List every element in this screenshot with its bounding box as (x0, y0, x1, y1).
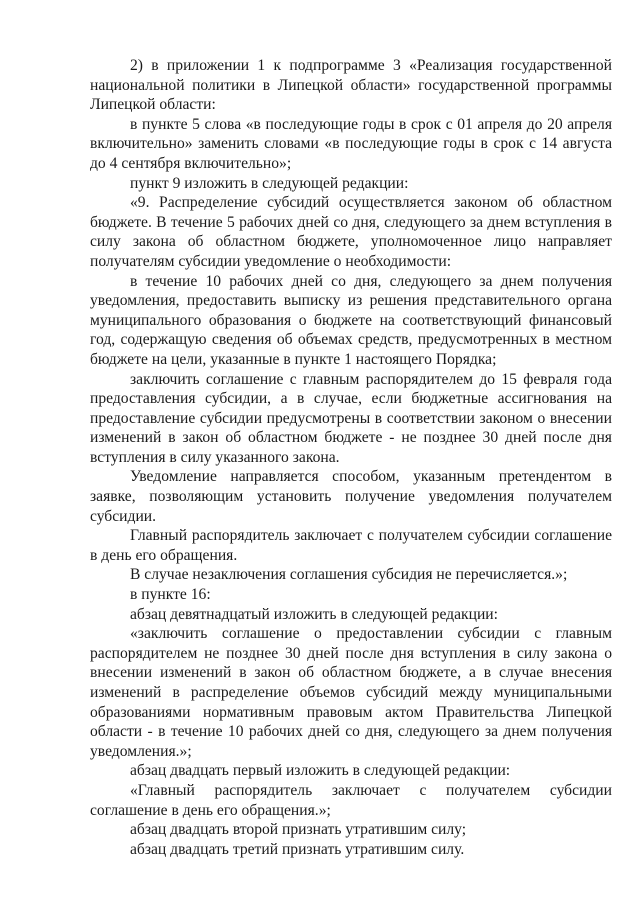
paragraph-23rd-void: абзац двадцать третий признать утратившим силу. (130, 840, 465, 858)
paragraph-point-5: в пункте 5 слова «в последующие годы в срок с 01 апреля до 20 апреля включительно» заменить словами «в последующие годы в срок с 14 августа до 4 сентября включительно»; (90, 115, 612, 172)
paragraph-point-9-text: «9. Распределение субсидий осуществляется законом об областном бюджете. В течение 5 рабочих дней со дня, следующего за днем вступления в силу закона об областном бюджете, уполномоченное лицо направляет получателям субсидии уведомление о необходимости: (90, 194, 612, 270)
paragraph-19th-text: «заключить соглашение о предоставлении субсидии с главным распорядителем не позднее 30 дней после дня вступления в силу закона о внесении изменений в закон об областном бюджете, а в случае внесения изменений в распределение объемов субсидий между муниципальными образованиями нормативным правовым актом Правительства Липецкой области - в течение 10 рабочих дней со дня, следующего за днем получения уведомления.»; (90, 625, 612, 760)
paragraph-agreement-deadline: заключить соглашение с главным распорядителем до 15 февраля года предоставления субсидии, а в случае, если бюджетные ассигнования на предоставление субсидии предусмотрены в соответствии законом о внесении изменений в закон об областном бюджете - не позднее 30 дней после дня вступления в силу указанного закона. (90, 370, 612, 466)
paragraph-point-16: в пункте 16: (130, 586, 211, 604)
paragraph-point-9-intro: пункт 9 изложить в следующей редакции: (130, 174, 409, 192)
paragraph-22nd-void: абзац двадцать второй признать утратившим силу; (130, 821, 467, 839)
paragraph-agreement-same-day: Главный распорядитель заключает с получателем субсидии соглашение в день его обращения. (90, 527, 612, 564)
paragraph-no-transfer: В случае незаключения соглашения субсидия не перечисляется.»; (130, 566, 568, 584)
document-body (90, 56, 612, 859)
paragraph-notification-method: Уведомление направляется способом, указанным претендентом в заявке, позволяющим установить получение уведомления получателем субсидии. (90, 468, 612, 525)
paragraph-amendment-appendix: 2) в приложении 1 к подпрограмме 3 «Реализация государственной национальной политики в Липецкой области» государственной программы Липецкой области: (90, 57, 612, 114)
paragraph-21st-text: «Главный распорядитель заключает с получателем субсидии соглашение в день его обращения.»; (90, 781, 612, 819)
paragraph-21st-intro: абзац двадцать первый изложить в следующей редакции: (130, 762, 511, 780)
paragraph-extract-requirement: в течение 10 рабочих дней со дня, следующего за днем получения уведомления, предоставить выписку из решения представительного органа муниципального образования о бюджете на соответствующий финансовый год, содержащую сведения об объемах средств, предусмотренных в местном бюджете на цели, указанные в пункте 1 настоящего Порядка; (90, 272, 612, 368)
paragraph-19th-intro: абзац девятнадцатый изложить в следующей редакции: (130, 605, 498, 623)
